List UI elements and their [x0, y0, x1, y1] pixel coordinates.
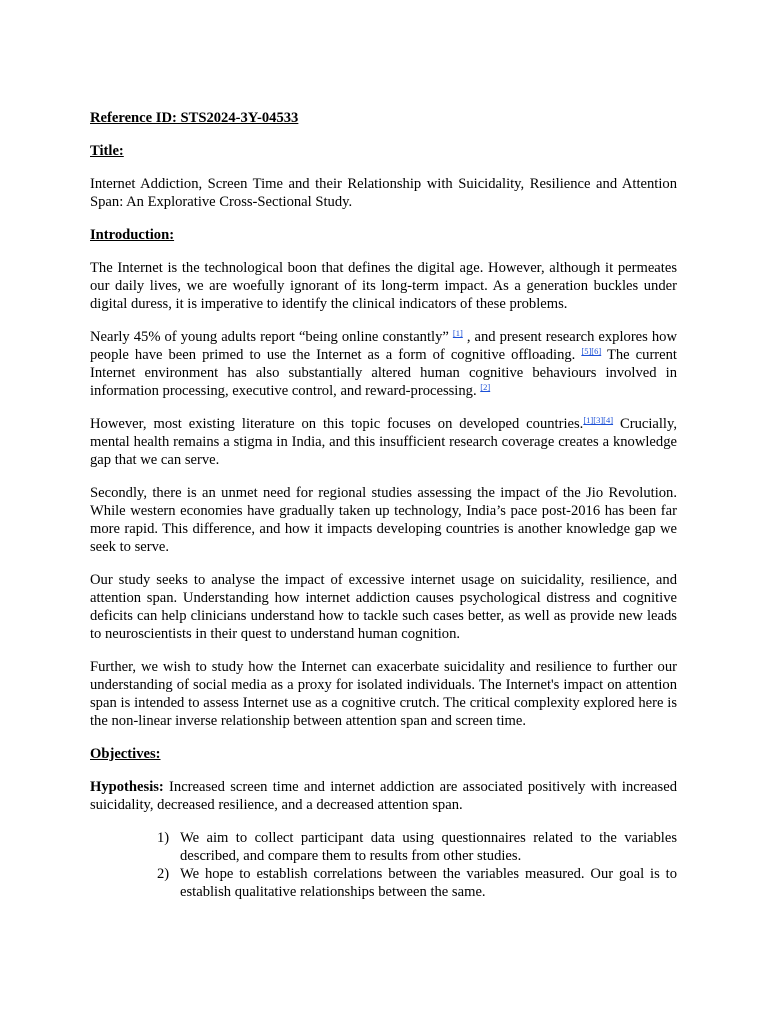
title-text: Internet Addiction, Screen Time and their Relationship with Suicidality, Resilience and Attention Span: An Explorative Cross-Sectional Study.	[90, 176, 677, 210]
citation-link-1-3-4[interactable]: [1][3][4]	[583, 415, 614, 425]
citation-link-1[interactable]: [1]	[452, 328, 463, 338]
intro-paragraph-4: Secondly, there is an unmet need for regional studies assessing the impact of the Jio Revolution. While western economies have gradually taken up technology, India’s pace post-2016 has been far more rapid. This difference, and how it impacts developing countries is another knowledge gap we seek to serve.	[90, 485, 677, 555]
objective-item	[157, 865, 677, 901]
p2-text-c: The current Internet environment has also substantially altered human cognitive behaviours involved in information processing, executive control, and reward-processing.	[90, 347, 677, 399]
intro-paragraph-3	[90, 415, 677, 469]
intro-paragraph-5: Our study seeks to analyse the impact of excessive internet usage on suicidality, resilience, and attention span. Understanding how internet addiction causes psychological distress and cognitive deficits can help clinicians understand how to tackle such cases better, as well as provide new leads to neuroscientists in their quest to understand human cognition.	[90, 572, 677, 642]
citation-link-5-6[interactable]: [5][6]	[581, 346, 602, 356]
citation-link-2[interactable]: [2]	[480, 382, 491, 392]
objective-text: We aim to collect participant data using questionnaires related to the variables described, and compare them to results from other studies.	[180, 830, 677, 864]
p3-text-a: However, most existing literature on this topic focuses on developed countries.	[90, 416, 584, 432]
p2-text-b: , and present research explores how people have been primed to use the Internet as a form of cognitive offloading.	[90, 329, 677, 363]
reference-id: Reference ID: STS2024-3Y-04533	[90, 110, 299, 126]
intro-paragraph-6: Further, we wish to study how the Internet can exacerbate suicidality and resilience to further our understanding of social media as a proxy for isolated individuals. The Internet's impact on attention span is intended to assess Internet use as a cognitive crutch. The critical complexity explored here is the non-linear inverse relationship between attention span and screen time.	[90, 659, 677, 729]
hypothesis-text: Increased screen time and internet addiction are associated positively with increased suicidality, decreased resilience, and a decreased attention span.	[90, 779, 677, 813]
hypothesis-paragraph	[90, 778, 677, 814]
objectives-heading: Objectives:	[90, 746, 161, 762]
document-body	[90, 109, 677, 901]
objective-number: 2)	[157, 866, 170, 882]
introduction-heading: Introduction:	[90, 227, 175, 243]
objectives-list	[90, 829, 677, 901]
intro-paragraph-2	[90, 328, 677, 400]
objective-text: We hope to establish correlations between the variables measured. Our goal is to establish qualitative relationships between the same.	[180, 866, 677, 900]
objective-item	[157, 829, 677, 865]
title-heading: Title:	[90, 143, 124, 159]
p2-text-a: Nearly 45% of young adults report “being online constantly”	[90, 329, 453, 345]
p3-text-b: Crucially, mental health remains a stigma in India, and this insufficient research coverage creates a knowledge gap that we can serve.	[90, 416, 677, 468]
hypothesis-label: Hypothesis:	[90, 779, 164, 795]
intro-paragraph-1: The Internet is the technological boon that defines the digital age. However, although it permeates our daily lives, we are woefully ignorant of its long-term impact. As a generation buckles under digital duress, it is imperative to identify the clinical indicators of these problems.	[90, 260, 677, 312]
objective-number: 1)	[157, 830, 170, 846]
